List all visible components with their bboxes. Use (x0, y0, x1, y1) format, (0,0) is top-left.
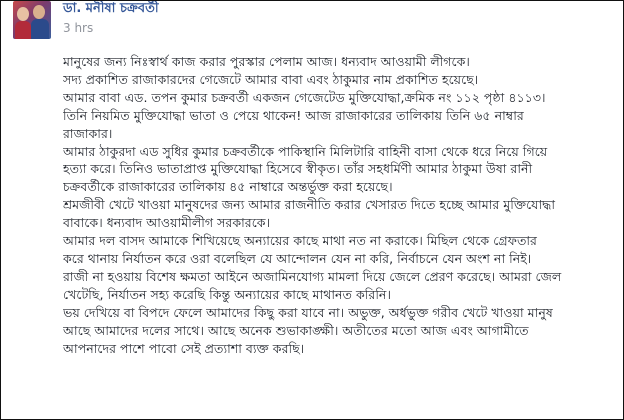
post-line: আমার ঠাকুরদা এড সুধির কুমার চক্রবর্তীকে পাকিস্থানি মিলিটারি বাহিনী বাসা থেকে ধরে নিয়ে গিয়ে (63, 143, 548, 159)
avatar-body-left (15, 21, 31, 39)
avatar-face-left (17, 7, 29, 21)
avatar-body-right (31, 19, 49, 39)
post-line: সদ্য প্রকাশিত রাজাকারদের গেজেটে আমার বাবা এবং ঠাকুমার নাম প্রকাশিত হয়েছে। (63, 71, 479, 87)
post-line: আছে আমাদের দলের সাথে। আছে অনেক শুভাকাঙ্ক্ষী। অতীতের মতো আজ এবং আগামীতে (63, 322, 529, 338)
post-line: বাবাকে। ধন্যবাদ আওয়ামীলীগ সরকারকে। (63, 215, 271, 231)
post-line: করে থানায় নির্যাতন করে ওরা বলেছিল যে আন্দোলন যেন না করি, নির্বাচনে যেন অংশ না নিই। (63, 250, 532, 266)
avatar-face-right (33, 5, 45, 19)
post-line: আমার বাবা এড. তপন কুমার চক্রবর্তী একজন গেজেটেড মুক্তিযোদ্ধা,ক্রমিক নং ১১২ পৃষ্ঠা ৪১১৩। (63, 89, 546, 105)
post-line: রাজী না হওয়ায় বিশেষ ক্ষমতা আইনে অজামিনযোগ্য মামলা দিয়ে জেলে প্রেরণ করেছে। আমরা জেল (63, 268, 562, 284)
post-line: খেটেছি, নির্যাতন সহ্য করেছি কিন্তু অন্যায়ের কাছে মাথানত করিনি। (63, 286, 391, 302)
post-line: তিনি নিয়মিত মুক্তিযোদ্ধা ভাতা ও পেয়ে থাকেন! আজ রাজাকারের তালিকায় তিনি ৬৫ নাম্বার (63, 107, 524, 123)
post-body (63, 53, 611, 357)
post-line: মানুষের জন্য নিঃস্বার্থ কাজ করার পুরস্কার পেলাম আজ। ধন্যবাদ আওয়ামী লীগকে। (63, 54, 470, 69)
post-line: ভয় দেখিয়ে বা বিপদে ফেলে আমাদের কিছু করা যাবে না। অভুক্ত, অর্ধভুক্ত গরীব খেটে খাওয়া মানুষ (63, 304, 553, 320)
post-line: রাজাকার। (63, 125, 113, 141)
post-line: হত্যা করে। তিনিও ভাতাপ্রাপ্ত মুক্তিযোদ্ধা হিসেবে স্বীকৃত। তাঁর সহধর্মিণী আমার ঠাকুমা উষা রানী (63, 161, 533, 177)
author-avatar[interactable] (13, 1, 51, 39)
post-line: আমার দল বাসদ আমাকে শিখিয়েছে অন্যায়ের কাছে মাথা নত না করাকে। মিছিল থেকে গ্রেফতার (63, 233, 537, 249)
post-timestamp-link[interactable]: 3 hrs (63, 21, 94, 35)
post-line: চক্রবর্তীকে রাজাকারের তালিকায় ৪৫ নাম্বারে অন্তর্ভুক্ত করা হয়েছে। (63, 179, 393, 195)
post-line: আপনাদের পাশে পাবো সেই প্রত্যাশা ব্যক্ত করছি। (63, 340, 305, 356)
author-name-link[interactable]: ডা. মনীষা চক্রবর্তী (63, 1, 159, 16)
post-line: শ্রমজীবী খেটে খাওয়া মানুষদের জন্য আমার রাজনীতি করার খেসারত দিতে হচ্ছে আমার মুক্তিযোদ্ধা (63, 197, 555, 213)
